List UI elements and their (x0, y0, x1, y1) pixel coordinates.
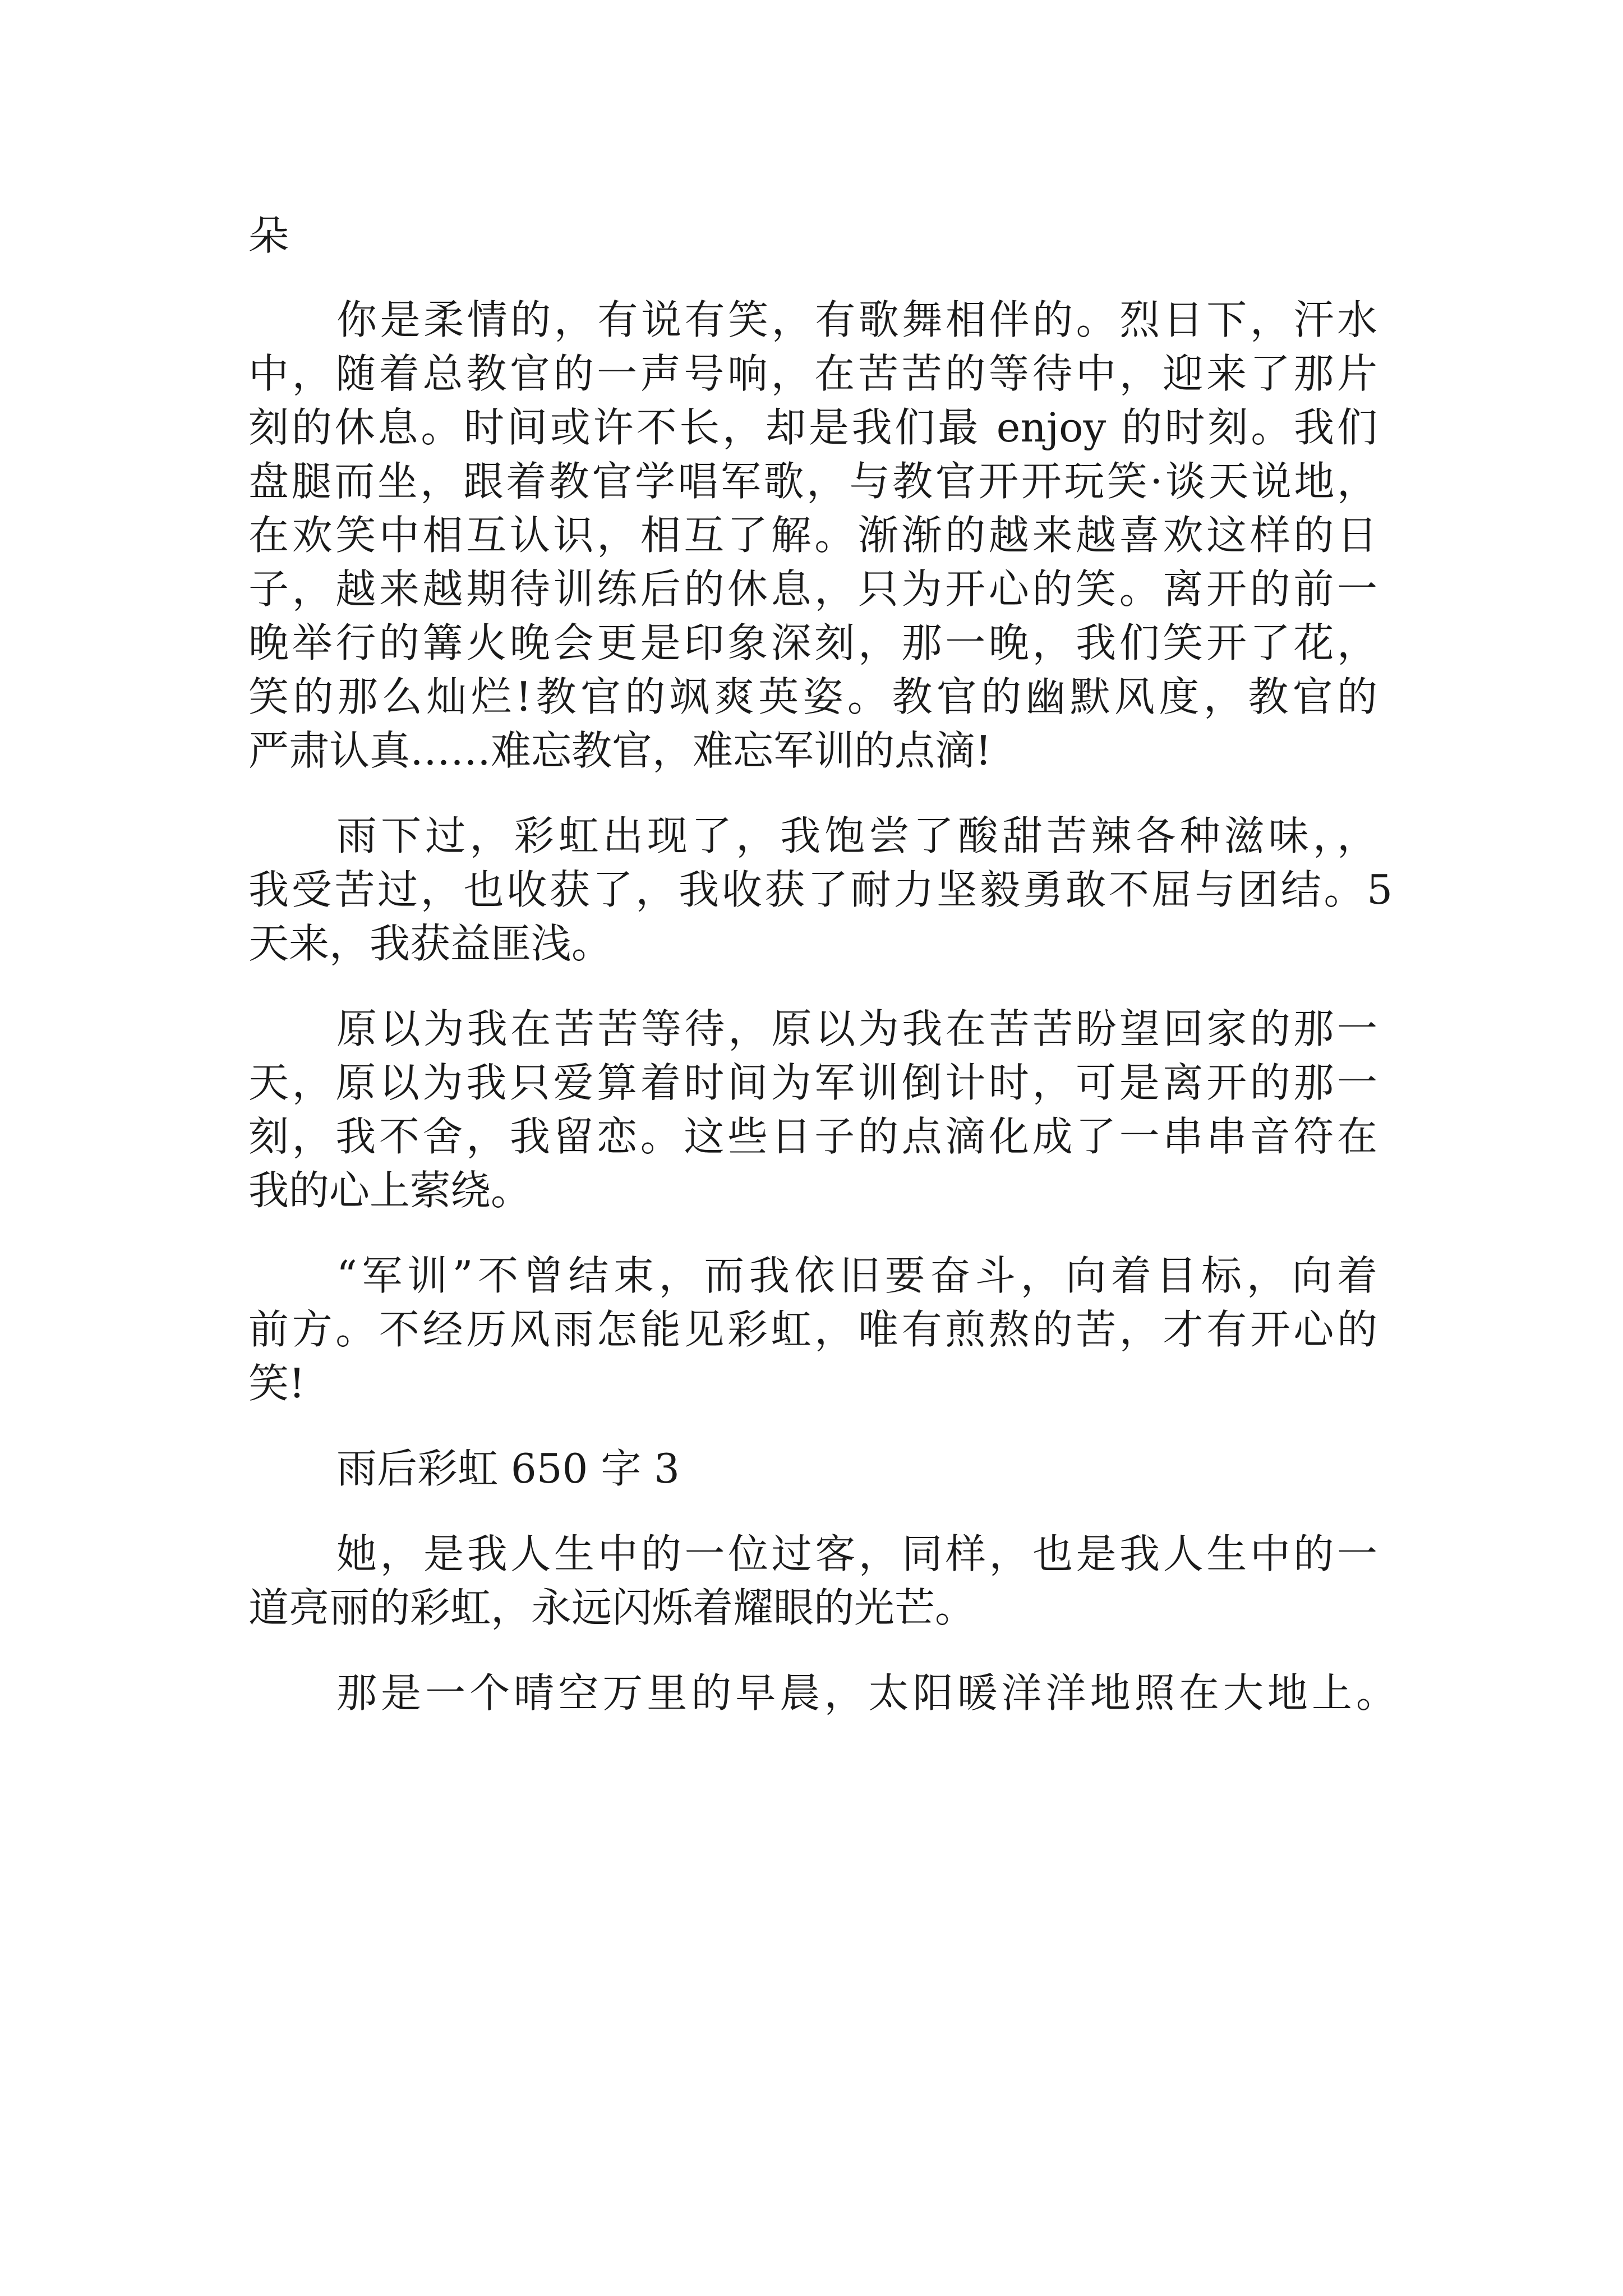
paragraph-4-line-3: 笑! (248, 1360, 305, 1407)
fragment-top-line: 朵 (248, 212, 289, 259)
paragraph-1-line-4: 盘腿而坐，跟着教官学唱军歌，与教官开开玩笑·谈天说地， (248, 458, 1377, 505)
paragraph-3-line-3: 刻，我不舍，我留恋。这些日子的点滴化成了一串串音符在 (248, 1113, 1377, 1160)
paragraph-1-line-2: 中，随着总教官的一声号响，在苦苦的等待中，迎来了那片 (248, 350, 1377, 397)
paragraph-1-line-6: 子，越来越期待训练后的休息，只为开心的笑。离开的前一 (248, 565, 1377, 613)
paragraph-5-line-1: 她，是我人生中的一位过客，同样，也是我人生中的一 (336, 1530, 1377, 1577)
paragraph-2-line-1: 雨下过，彩虹出现了，我饱尝了酸甜苦辣各种滋味，， (336, 812, 1377, 859)
paragraph-4-line-1: “军训”不曾结束，而我依旧要奋斗，向着目标，向着 (336, 1252, 1377, 1299)
paragraph-2-line-3: 天来，我获益匪浅。 (248, 920, 612, 967)
paragraph-5-line-2: 道亮丽的彩虹，永远闪烁着耀眼的光芒。 (248, 1584, 976, 1631)
paragraph-1-line-8: 笑的那么灿烂!教官的飒爽英姿。教官的幽默风度，教官的 (248, 673, 1377, 720)
paragraph-4-line-2: 前方。不经历风雨怎能见彩虹，唯有煎熬的苦，才有开心的 (248, 1306, 1377, 1353)
paragraph-1-line-1: 你是柔情的，有说有笑，有歌舞相伴的。烈日下，汗水 (336, 296, 1377, 343)
paragraph-1-line-7: 晚举行的篝火晚会更是印象深刻，那一晚，我们笑开了花， (248, 619, 1377, 666)
paragraph-3-line-1: 原以为我在苦苦等待，原以为我在苦苦盼望回家的那一 (336, 1005, 1377, 1052)
paragraph-3-line-4: 我的心上萦绕。 (248, 1167, 532, 1214)
paragraph-6-line-1: 那是一个晴空万里的早晨，太阳暖洋洋地照在大地上。 (336, 1669, 1396, 1717)
paragraph-1-line-5: 在欢笑中相互认识，相互了解。渐渐的越来越喜欢这样的日 (248, 512, 1377, 559)
section-heading: 雨后彩虹 650 字 3 (336, 1445, 680, 1492)
paragraph-2-line-2: 我受苦过，也收获了，我收获了耐力坚毅勇敢不屈与团结。5 (248, 866, 1393, 913)
paragraph-1-line-3: 刻的休息。时间或许不长，却是我们最 enjoy 的时刻。我们 (248, 404, 1377, 451)
paragraph-3-line-2: 天，原以为我只爱算着时间为军训倒计时，可是离开的那一 (248, 1059, 1377, 1106)
paragraph-1-line-9: 严肃认真……难忘教官，难忘军训的点滴! (248, 727, 992, 774)
